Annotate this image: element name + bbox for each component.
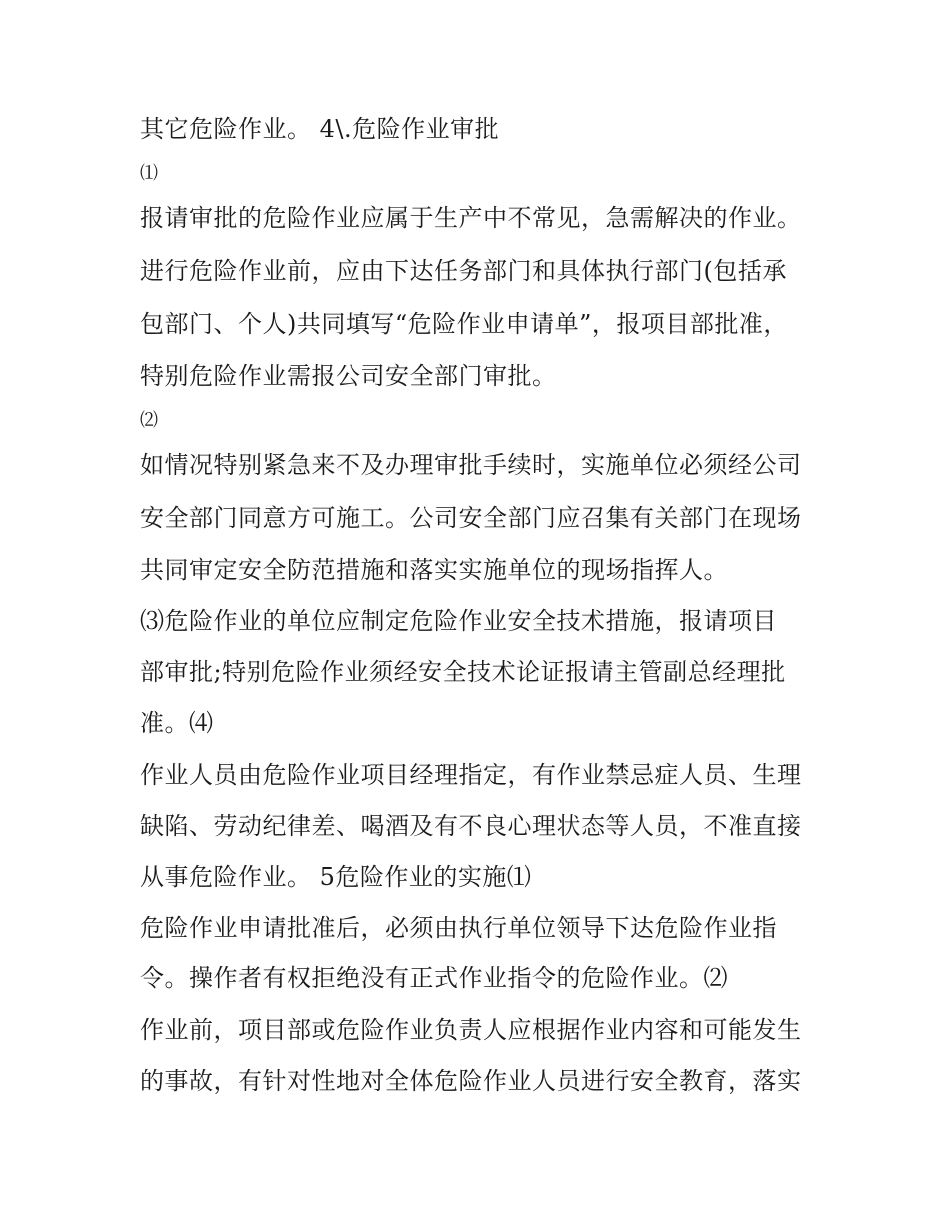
item-number: ⑵: [140, 410, 159, 431]
text-line: 特别危险作业需报公司安全部门审批。: [140, 362, 557, 390]
text-line: 报请审批的危险作业应属于生产中不常见，急需解决的作业。: [140, 204, 802, 232]
item-number: ⑴: [140, 163, 159, 184]
text-line: 部审批;特别危险作业须经安全技术论证报请主管副总经理批: [140, 658, 786, 686]
text-line: 从事危险作业。 5危险作业的实施⑴: [140, 863, 532, 891]
text-line: 其它危险作业。 4\.危险作业审批: [140, 115, 500, 143]
text-line: 作业前，项目部或危险作业负责人应根据作业内容和可能发生: [140, 1016, 802, 1044]
text-line: 安全部门同意方可施工。公司安全部门应召集有关部门在现场: [140, 504, 802, 532]
text-line: 危险作业申请批准后，必须由执行单位领导下达危险作业指: [140, 914, 777, 942]
text-line: 准。⑷: [140, 709, 214, 737]
text-line: 的事故，有针对性地对全体危险作业人员进行安全教育，落实: [140, 1067, 802, 1095]
text-line: 进行危险作业前，应由下达任务部门和具体执行部门(包括承: [140, 257, 787, 285]
text-line: 包部门、个人)共同填写“危险作业申请单”，报项目部批准，: [140, 310, 788, 338]
text-line: 共同审定安全防范措施和落实实施单位的现场指挥人。: [140, 556, 728, 584]
text-line: 缺陷、劳动纪律差、喝酒及有不良心理状态等人员，不准直接: [140, 812, 802, 840]
text-line: 如情况特别紧急来不及办理审批手续时，实施单位必须经公司: [140, 451, 802, 479]
text-line: 令。操作者有权拒绝没有正式作业指令的危险作业。⑵: [140, 964, 728, 992]
text-line: ⑶危险作业的单位应制定危险作业安全技术措施，报请项目: [140, 607, 777, 635]
text-line: 作业人员由危险作业项目经理指定，有作业禁忌症人员、生理: [140, 761, 802, 789]
